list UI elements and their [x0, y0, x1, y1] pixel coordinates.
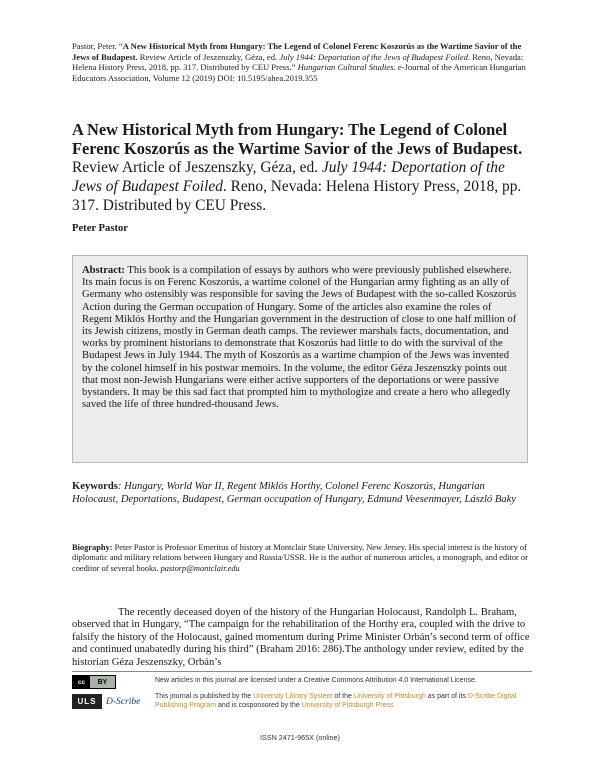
- biography-text: Peter Pastor is Professor Emeritus of history at Montclair State University, New Jersey. His special interest is the history of diplomatic and military relations between Hungary and Russia/USSR. He is the author of numerous articles, a monograph, and editor or coeditor of several books.: [72, 543, 528, 573]
- abstract-text: [82, 265, 522, 411]
- article-title: A New Historical Myth from Hungary: The Legend of Colonel Ferenc Koszorús as the Wartime Savior of the Jews of Budapest.: [72, 120, 523, 158]
- subtitle-book-title: July 1944: Deportation of the Jews of Budapest Foiled: [72, 159, 505, 195]
- citation-title: A New Historical Myth from Hungary: The Legend of Colonel Ferenc Koszorús as the Wartime Savior of the Jews of Budapest.: [72, 41, 522, 62]
- biography-label: Biography:: [72, 543, 113, 552]
- keywords: [72, 480, 532, 506]
- dscribe-logo: D-Scribe: [106, 696, 141, 707]
- article-subtitle: [72, 158, 532, 215]
- abstract-body: This book is a compilation of essays by authors who were previously published elsewhere. Its main focus is on Ferenc Koszorús, a wartime colonel of the Hungarian army fighting as an ally of Germany who ostensibly was responsible for saving the Jews of Budapest with the so-called Koszorús Action during the German occupation of Hungary. Some of the articles also examine the roles of Regent Miklós Horthy and the Hungarian government in the destruction of close to one half million of its Jewish citizens, mostly in German death camps. The reviewer marshals facts, documentation, and works by prominent historians to demonstrate that Koszorús had little to do with the survival of the Budapest Jews in July 1944. The myth of Koszorús as a wartime champion of the Jews was invented by the colonel himself in his postwar memoirs. In the volume, the editor Géza Jeszenszky points out that most non-Jewish Hungarians were either active supporters of the deportations or were passive bystanders. It may be this sad fact that prompted him to mythologize and create a hero who allegedly saved the life of three hundred-thousand Jews.: [82, 265, 517, 411]
- title-block: [72, 120, 532, 215]
- uls-logo: ULS: [72, 694, 102, 709]
- abstract-label: Abstract:: [82, 265, 125, 276]
- subtitle-prefix: Review Article of Jeszenszky, Géza, ed.: [72, 159, 322, 176]
- citation-block: [72, 41, 532, 83]
- license-statement: New articles in this journal are licensed under a Creative Commons Attribution 4.0 International License.: [155, 677, 477, 684]
- citation-review-prefix: Review Article of Jeszenszky, Géza, ed.: [137, 51, 280, 62]
- pitt-link[interactable]: University of Pittsburgh: [353, 693, 426, 700]
- issn-number: ISSN 2471-965X (online): [260, 733, 340, 742]
- keywords-label: Keywords: [72, 481, 118, 492]
- keywords-list: : Hungary, World War II, Regent Miklós Horthy, Colonel Ferenc Koszorús, Hungarian Holocaust, Deportations, Budapest, German occupation of Hungary, Edmund Veesenmayer, László Baky: [72, 481, 516, 505]
- pub-text-3: as part of its: [425, 693, 468, 700]
- publisher-statement: [155, 692, 535, 711]
- citation-journal-info: . e-Journal of the American Hungarian Educators Association, Volume 12 (2019) DOI: 10.5195/ahea.2019.355: [72, 62, 526, 83]
- author-name: Peter Pastor: [72, 223, 128, 234]
- uls-link[interactable]: University Library System: [253, 693, 333, 700]
- citation-publisher-info: . Reno, Nevada: Helena History Press, 2018, pp. 317. Distributed by CEU Press.”: [72, 51, 524, 73]
- citation-author-prefix: Pastor, Peter. “: [72, 41, 123, 51]
- footer-divider: [72, 671, 532, 672]
- pitt-press-link[interactable]: University of Pittsburgh Press: [301, 702, 394, 710]
- cc-icon: cc: [73, 676, 90, 688]
- subtitle-suffix: . Reno, Nevada: Helena History Press, 2018, pp. 317. Distributed by CEU Press.: [72, 178, 522, 214]
- citation-series: Hungarian Cultural Studies: [297, 62, 394, 73]
- pub-text-4: and is cosponsored by the: [216, 702, 302, 710]
- body-paragraph: The recently deceased doyen of the history of the Hungarian Holocaust, Randolph L. Braham, observed that in Hungary, “The campaign for the rehabilitation of the Horthy era, coupled with the drive to falsify the history of the Holocaust, gained momentum during Prime Minister Orbán’s second term of office and continued unabatedly during his third” (Braham 2016: 286).The anthology under review, edited by the historian Géza Jeszenszky, Orbán’s: [72, 607, 530, 668]
- by-attribution-icon: BY: [97, 678, 108, 686]
- citation-book-title: July 1944: Deportation of the Jews of Budapest Foiled: [279, 51, 468, 62]
- cc-by-license-badge[interactable]: [72, 675, 116, 689]
- pub-text-2: of the: [332, 693, 354, 700]
- biography: [72, 543, 532, 574]
- dscribe-link[interactable]: D-Scribe Digital Publishing Program: [155, 693, 517, 710]
- pub-text-1: This journal is published by the: [155, 693, 254, 700]
- author-email-link[interactable]: pastorp@montclair.edu: [160, 563, 240, 573]
